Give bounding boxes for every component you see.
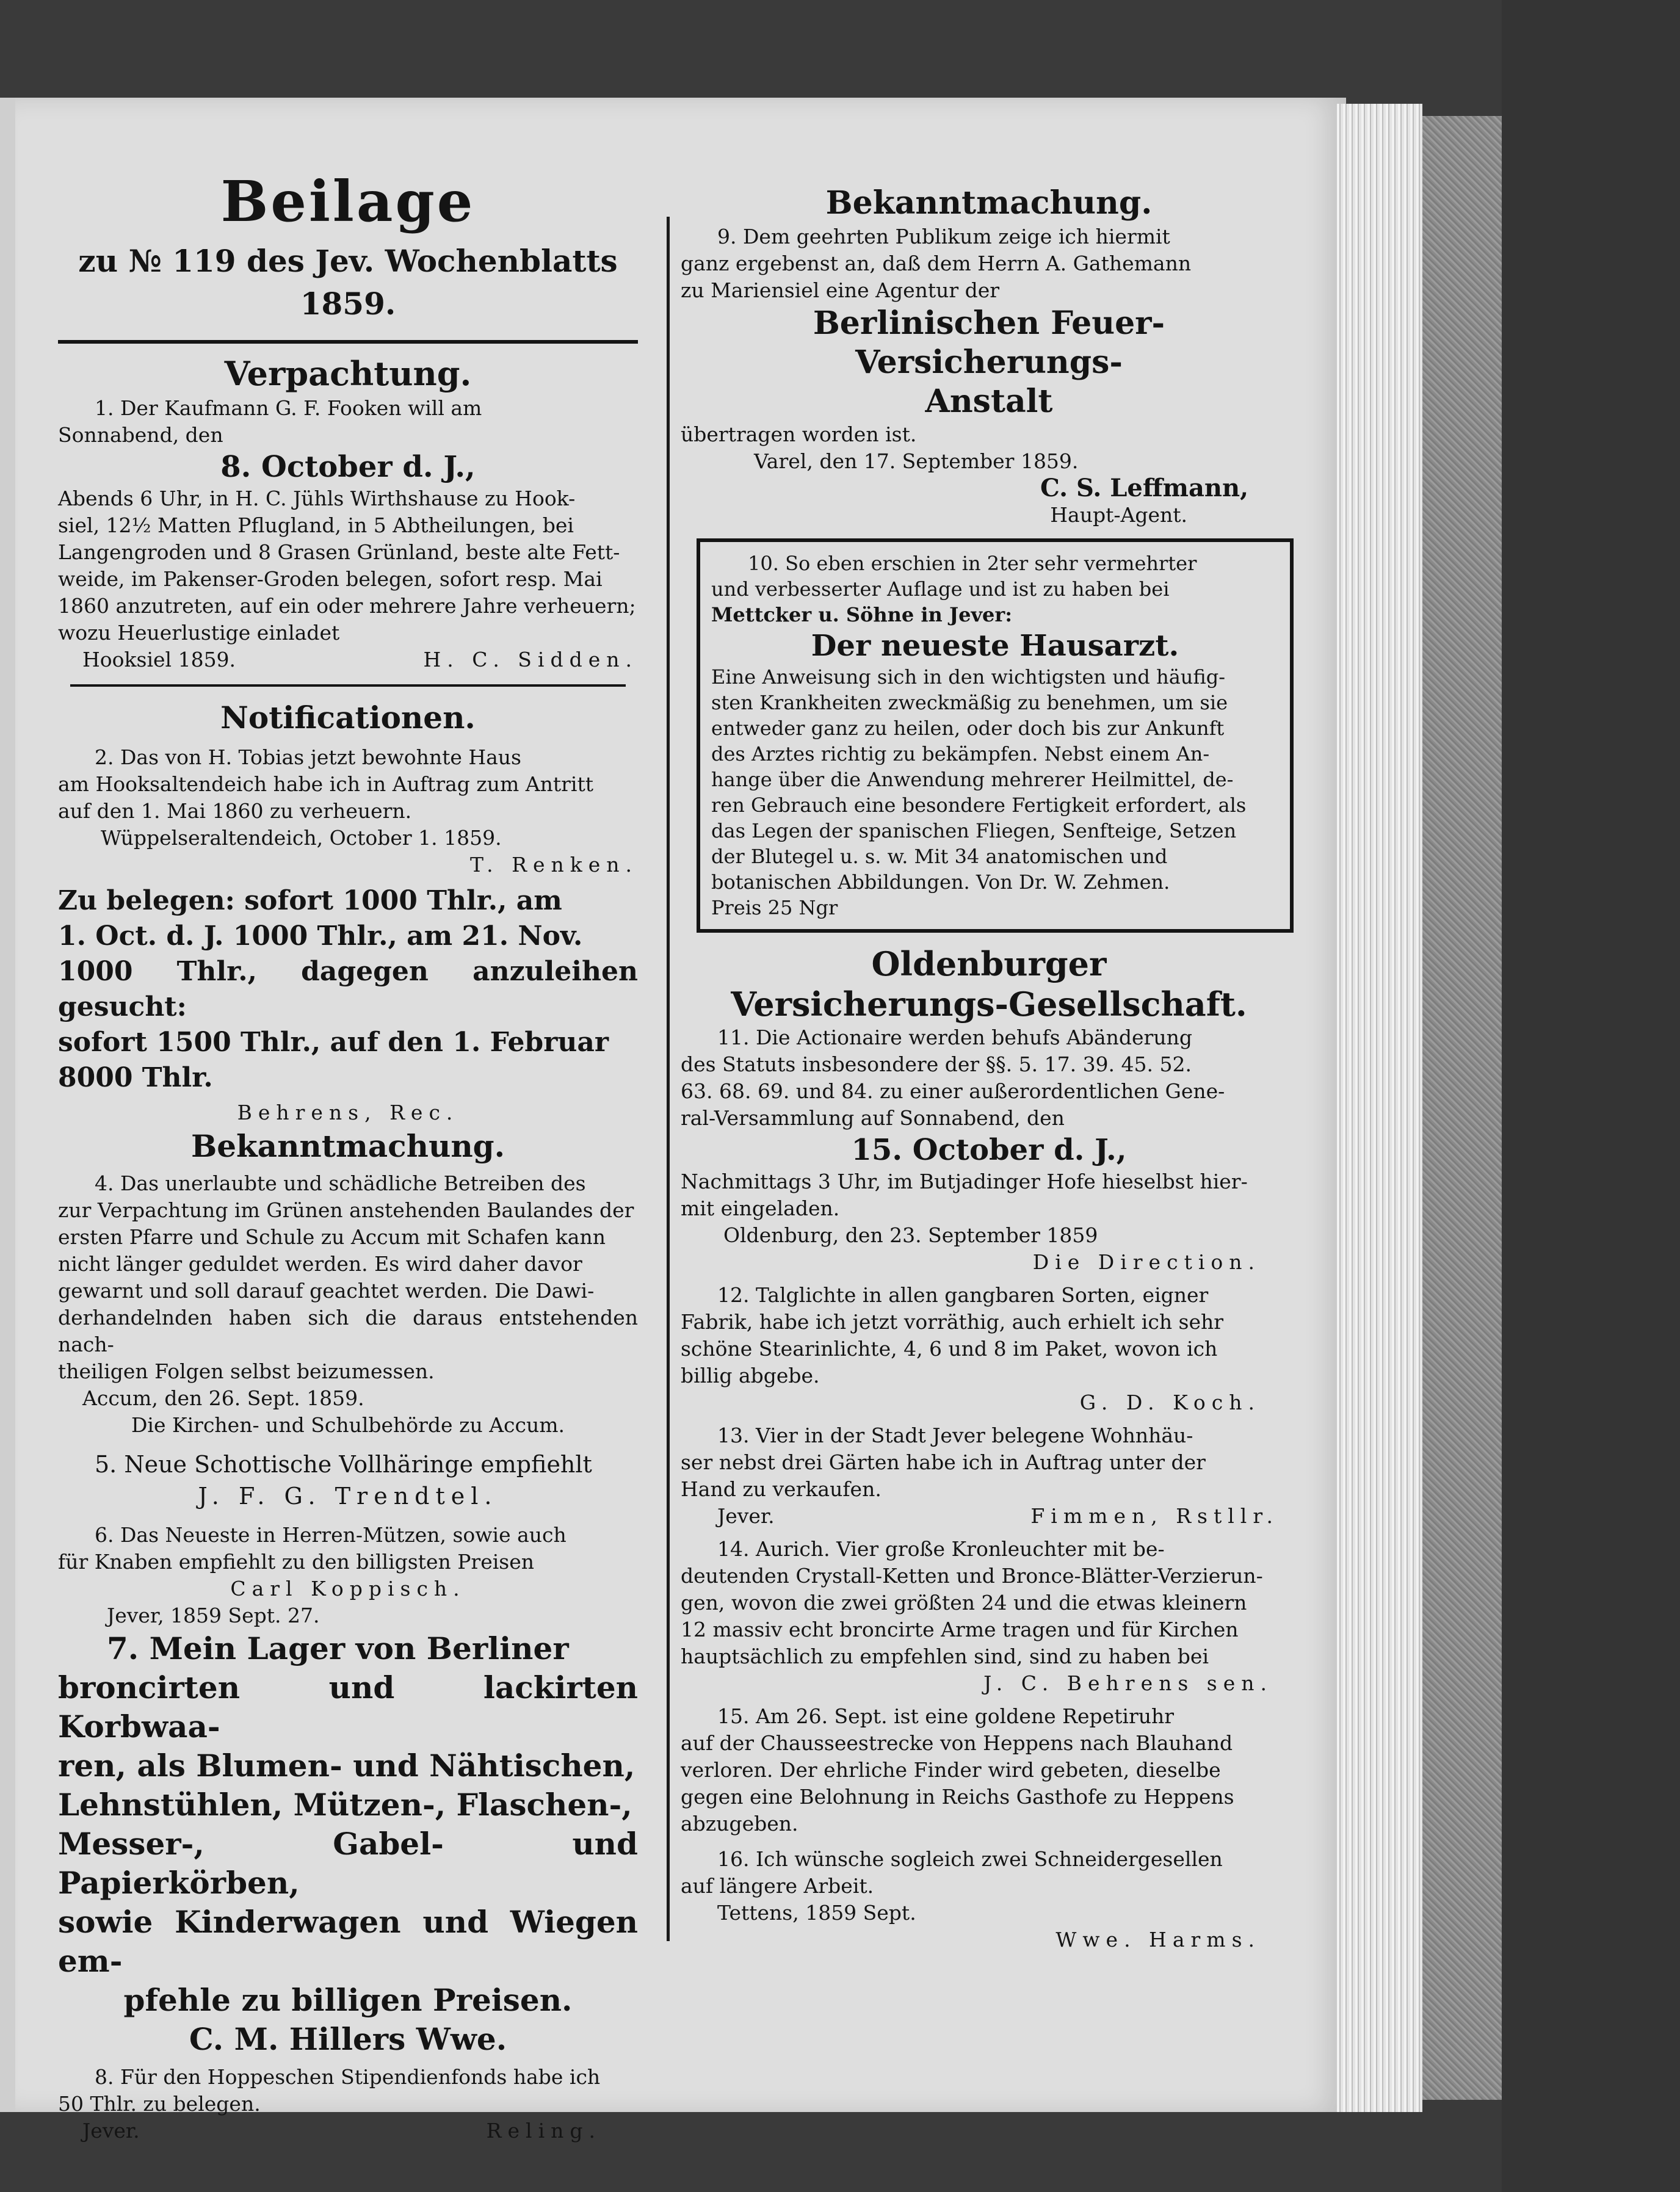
notice-6-signature: Carl Koppisch.: [230, 1577, 466, 1601]
section-heading-notificationen: Notificationen.: [220, 700, 476, 736]
boxed-advertisement: [697, 538, 1294, 933]
notice-10-body: hange über die Anwendung mehrerer Heilmittel, de-: [711, 768, 1234, 791]
notice-4-signature: Die Kirchen- und Schulbehörde zu Accum.: [131, 1413, 565, 1437]
notice-14-body: hauptsächlich zu empfehlen sind, sind zu haben bei: [681, 1644, 1209, 1668]
notice-3-line: sofort 1500 Thlr., auf den 1. Februar: [58, 1027, 609, 1058]
notice-13-body: Hand zu verkaufen.: [681, 1477, 882, 1501]
notice-2-place: Wüppelseraltendeich, October 1. 1859.: [101, 826, 502, 850]
notice-3-line: Zu belegen: sofort 1000 Thlr., am: [58, 885, 562, 916]
notice-10-body: entweder ganz zu heilen, oder doch bis zur Ankunft: [711, 717, 1225, 740]
notice-4-body: theiligen Folgen selbst beizumessen.: [58, 1359, 435, 1383]
notice-14-body: 14. Aurich. Vier große Kronleuchter mit be-: [717, 1537, 1165, 1561]
notice-8-place: Jever.: [82, 2119, 140, 2143]
notice-3-line: 8000 Thlr.: [58, 1062, 213, 1093]
notice-7-line: 7. Mein Lager von Berliner: [107, 1630, 569, 1666]
notice-12-body: schöne Stearinlichte, 4, 6 und 8 im Paket, wovon ich: [681, 1337, 1218, 1361]
book-spine: [1422, 116, 1502, 2100]
notice-4-body: ersten Pfarre und Schule zu Accum mit Schafen kann: [58, 1225, 606, 1249]
notice-8-body: 8. Für den Hoppeschen Stipendienfonds habe ich: [95, 2065, 601, 2089]
notice-10-price: Preis 25 Ngr: [711, 896, 838, 919]
notice-9-body: 9. Dem geehrten Publikum zeige ich hiermit: [717, 225, 1170, 248]
company-heading: Oldenburger: [871, 944, 1107, 983]
notice-11-body: des Statuts insbesondere der §§. 5. 17. 39. 45. 52.: [681, 1052, 1192, 1076]
notice-15-body: 15. Am 26. Sept. ist eine goldene Repetiruhr: [717, 1704, 1175, 1728]
section-heading-bekanntmachung: Bekanntmachung.: [190, 1128, 505, 1164]
notice-9-after: übertragen worden ist.: [681, 422, 917, 446]
notice-11-body: ral-Versammlung auf Sonnabend, den: [681, 1106, 1065, 1130]
notice-9-company: Berlinischen Feuer-Versicherungs-: [813, 305, 1165, 381]
notice-3-signature: Behrens, Rec.: [237, 1101, 459, 1124]
notice-2-body: am Hooksaltendeich habe ich in Auftrag zum Antritt: [58, 772, 593, 796]
notice-8-signature: Reling.: [486, 2119, 601, 2143]
notice-13-signature: Fimmen, Rstllr.: [1030, 1504, 1279, 1528]
notice-10-body: des Arztes richtig zu bekämpfen. Nebst einem An-: [711, 742, 1210, 765]
notice-1-body: Abends 6 Uhr, in H. C. Jühls Wirthshause zu Hook-: [58, 487, 576, 510]
right-column: [681, 183, 1297, 1953]
previous-page-edge: [0, 98, 15, 2112]
notice-11-place: Oldenburg, den 23. September 1859: [723, 1223, 1098, 1247]
notice-4-body: 4. Das unerlaubte und schädliche Betreiben des: [95, 1171, 586, 1195]
notice-13-body: ser nebst drei Gärten habe ich in Auftrag unter der: [681, 1450, 1206, 1474]
notice-13-place: Jever.: [717, 1504, 775, 1528]
notice-14-body: gen, wovon die zwei größten 24 und die etwas kleinern: [681, 1591, 1247, 1615]
notice-10-line: Mettcker u. Söhne in Jever:: [711, 603, 1013, 626]
notice-15-body: gegen eine Belohnung in Reichs Gasthofe zu Heppens: [681, 1785, 1234, 1809]
notice-6-body: 6. Das Neueste in Herren-Mützen, sowie auch: [95, 1523, 567, 1547]
notice-8-body: 50 Thlr. zu belegen.: [58, 2092, 261, 2116]
scan-gutter: [1502, 0, 1680, 2192]
notice-11-signature: Die Direction.: [1032, 1250, 1261, 1274]
notice-7-signature: C. M. Hillers Wwe.: [189, 2021, 507, 2057]
notice-2-signature: T. Renken.: [469, 853, 638, 877]
header-rule: [58, 340, 638, 344]
notice-1-signature: H. C. Sidden.: [423, 648, 638, 671]
notice-4-body: zur Verpachtung im Grünen anstehenden Baulandes der: [58, 1198, 634, 1222]
notice-4-place: Accum, den 26. Sept. 1859.: [82, 1386, 364, 1410]
notice-6-place: Jever, 1859 Sept. 27.: [107, 1604, 320, 1627]
notice-12-body: 12. Talglichte in allen gangbaren Sorten, eigner: [717, 1283, 1209, 1307]
company-heading: Versicherungs-Gesellschaft.: [731, 985, 1247, 1024]
notice-4-body: nicht länger geduldet werden. Es wird daher davor: [58, 1252, 582, 1276]
notice-4-body: derhandelnden haben sich die daraus entstehenden nach-: [58, 1306, 638, 1356]
notice-11-body: 11. Die Actionaire werden behufs Abänderung: [717, 1025, 1192, 1049]
notice-10-body: ren Gebrauch eine besondere Fertigkeit erfordert, als: [711, 794, 1247, 817]
notice-9-company: Anstalt: [925, 383, 1053, 420]
notice-6-body: für Knaben empfiehlt zu den billigsten Preisen: [58, 1550, 534, 1574]
notice-15-body: abzugeben.: [681, 1812, 798, 1836]
notice-1-line: 1. Der Kaufmann G. F. Fooken will am: [95, 396, 482, 420]
notice-11-body: Nachmittags 3 Uhr, im Butjadinger Hofe hieselbst hier-: [681, 1170, 1248, 1193]
notice-1-body: siel, 12½ Matten Pflugland, in 5 Abtheilungen, bei: [58, 513, 574, 537]
notice-7-line: ren, als Blumen- und Nähtischen,: [58, 1748, 635, 1784]
notice-11-date: 15. October d. J.,: [851, 1133, 1127, 1167]
section-heading-verpachtung: Verpachtung.: [224, 354, 472, 393]
notice-10-body: botanischen Abbildungen. Von Dr. W. Zehmen.: [711, 870, 1170, 894]
notice-7-line: sowie Kinderwagen und Wiegen em-: [58, 1904, 638, 1979]
notice-12-body: Fabrik, habe ich jetzt vorräthig, auch erhielt ich sehr: [681, 1310, 1224, 1334]
notice-10-body: sten Krankheiten zweckmäßig zu benehmen, um sie: [711, 691, 1228, 714]
notice-15-body: verloren. Der ehrliche Finder wird gebeten, dieselbe: [681, 1758, 1221, 1782]
left-column: [58, 168, 638, 2144]
page-stack-edge: [1337, 104, 1422, 2112]
notice-12-body: billig abgebe.: [681, 1364, 820, 1387]
notice-14-body: 12 massiv echt broncirte Arme tragen und für Kirchen: [681, 1618, 1239, 1641]
notice-4-body: gewarnt und soll darauf geachtet werden. Die Dawi-: [58, 1279, 595, 1303]
notice-10-body: das Legen der spanischen Fliegen, Senfteige, Setzen: [711, 819, 1237, 842]
section-rule: [70, 684, 626, 687]
notice-2-body: auf den 1. Mai 1860 zu verheuern.: [58, 799, 412, 823]
notice-9-body: ganz ergebenst an, daß dem Herrn A. Gathemann: [681, 251, 1192, 275]
notice-1-line: Sonnabend, den: [58, 423, 223, 447]
notice-3-line: 1. Oct. d. J. 1000 Thlr., am 21. Nov.: [58, 921, 583, 952]
notice-14-body: deutenden Crystall-Ketten und Bronce-Blätter-Verzierun-: [681, 1564, 1263, 1588]
notice-9-place: Varel, den 17. September 1859.: [754, 449, 1079, 473]
notice-3-line: 1000 Thlr., dagegen anzuleihen gesucht:: [58, 956, 638, 1022]
notice-10-line: und verbesserter Auflage und ist zu haben bei: [711, 577, 1170, 601]
notice-7-line: pfehle zu billigen Preisen.: [123, 1982, 573, 2018]
supplement-title: Beilage: [220, 168, 476, 234]
notice-11-body: mit eingeladen.: [681, 1196, 840, 1220]
notice-10-line: 10. So eben erschien in 2ter sehr vermehrter: [748, 552, 1197, 575]
notice-1-body: wozu Heuerlustige einladet: [58, 621, 340, 645]
notice-1-date: 8. October d. J.,: [220, 450, 476, 484]
notice-7-line: Messer-, Gabel- und Papierkörben,: [58, 1826, 638, 1901]
supplement-subtitle: zu № 119 des Jev. Wochenblatts 1859.: [78, 243, 618, 322]
notice-1-body: weide, im Pakenser-Groden belegen, sofort resp. Mai: [58, 567, 603, 591]
column-divider: [667, 217, 670, 1941]
notice-14-signature: J. C. Behrens sen.: [983, 1671, 1273, 1695]
notice-9-signature: C. S. Leffmann,: [1040, 474, 1248, 502]
notice-16-body: auf längere Arbeit.: [681, 1874, 874, 1898]
section-heading-bekanntmachung-right: Bekanntmachung.: [825, 184, 1153, 222]
notice-16-body: 16. Ich wünsche sogleich zwei Schneidergesellen: [717, 1847, 1223, 1871]
notice-7-line: Lehnstühlen, Mützen-, Flaschen-,: [58, 1787, 632, 1823]
notice-1-place: Hooksiel 1859.: [82, 648, 236, 671]
notice-7-line: broncirten und lackirten Korbwaa-: [58, 1669, 638, 1745]
notice-11-body: 63. 68. 69. und 84. zu einer außerordentlichen Gene-: [681, 1079, 1225, 1103]
notice-5-body: 5. Neue Schottische Vollhäringe empfiehlt: [95, 1451, 592, 1478]
notice-5-signature: J. F. G. Trendtel.: [198, 1483, 498, 1510]
notice-13-body: 13. Vier in der Stadt Jever belegene Wohnhäu-: [717, 1423, 1193, 1447]
notice-15-body: auf der Chausseestrecke von Heppens nach Blauhand: [681, 1731, 1233, 1755]
notice-9-role: Haupt-Agent.: [1050, 503, 1187, 527]
notice-16-signature: Wwe. Harms.: [1055, 1928, 1261, 1951]
notice-1-body: 1860 anzutreten, auf ein oder mehrere Jahre verheuern;: [58, 594, 636, 618]
notice-10-body: Eine Anweisung sich in den wichtigsten und häufig-: [711, 665, 1226, 689]
book-title: Der neueste Hausarzt.: [811, 629, 1179, 663]
notice-9-body: zu Mariensiel eine Agentur der: [681, 278, 1000, 302]
notice-12-signature: G. D. Koch.: [1079, 1391, 1261, 1414]
notice-10-body: der Blutegel u. s. w. Mit 34 anatomischen und: [711, 845, 1168, 868]
notice-1-body: Langengroden und 8 Grasen Grünland, beste alte Fett-: [58, 540, 620, 564]
notice-16-place: Tettens, 1859 Sept.: [717, 1901, 916, 1925]
notice-2-body: 2. Das von H. Tobias jetzt bewohnte Haus: [95, 745, 521, 769]
